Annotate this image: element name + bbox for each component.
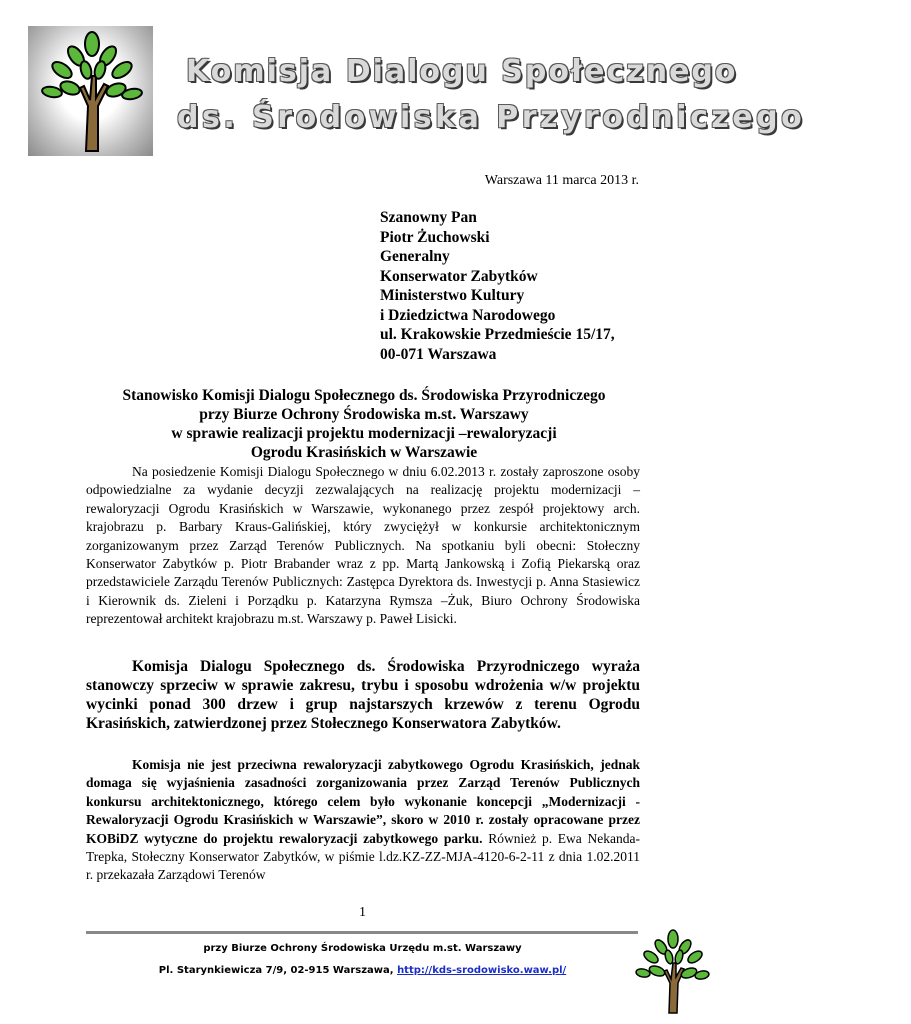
- paragraph-2: Komisja Dialogu Społecznego ds. Środowiska Przyrodniczego wyraża stanowczy sprzeciw w sprawie zakresu, trybu i sposobu wdrożenia w/w projektu wycinki ponad 300 drzew i grup najstarszych krzewów z terenu Ogrodu Krasińskich, zatwierdzonej przez Stołecznego Konserwatora Zabytków.: [86, 658, 640, 732]
- tree-logo: [28, 26, 153, 156]
- addressee-line: ul. Krakowskie Przedmieście 15/17,: [380, 326, 615, 343]
- addressee-line: Piotr Żuchowski: [380, 228, 490, 246]
- tree-icon-small: [633, 927, 711, 1015]
- tree-icon: [28, 26, 153, 156]
- heading-line: w sprawie realizacji projektu modernizacji –rewaloryzacji: [171, 425, 557, 442]
- footer-divider: [86, 931, 638, 934]
- header-title-line2: ds. Środowiska Przyrodniczego: [177, 100, 806, 135]
- addressee-line: Ministerstwo Kultury: [380, 287, 525, 304]
- document-heading: [84, 386, 644, 462]
- addressee-line: 00-071 Warszawa: [380, 345, 497, 363]
- addressee-line: Szanowny Pan: [380, 209, 477, 226]
- addressee-block: [380, 208, 615, 364]
- website-link[interactable]: http://kds-srodowisko.waw.pl/: [397, 965, 567, 976]
- paragraph-3: [86, 756, 640, 885]
- heading-line: Stanowisko Komisji Dialogu Społecznego ds. Środowiska Przyrodniczego: [122, 387, 606, 404]
- paragraph-1: Na posiedzenie Komisji Dialogu Społecznego w dniu 6.02.2013 r. zostały zaproszone osoby odpowiedzialne za wydanie decyzji zezwalających na realizację projektu modernizacji – rewaloryzacji Ogrodu Krasińskich w Warszawie, wykonanego przez zespół projektowy arch. krajobrazu p. Barbary Kraus-Galińskiej, który zwyciężył w konkursie architektonicznym zorganizowanym przez Zarząd Terenów Publicznych. Na spotkaniu byli obecni: Stołeczny Konserwator Zabytków p. Piotr Brabander wraz z pp. Martą Jankowską i Zofią Piekarską oraz przedstawiciele Zarządu Terenów Publicznych: Zastępca Dyrektora ds. Inwestycji p. Anna Stasiewicz i Kierownik ds. Zieleni i Porządku p. Katarzyna Rymsza –Żuk, Biuro Ochrony Środowiska reprezentował architekt krajobrazu m.st. Warszawy p. Paweł Lisicki.: [86, 464, 640, 627]
- addressee-line: Generalny: [380, 248, 450, 265]
- page-number: 1: [359, 905, 366, 920]
- heading-line: Ogrodu Krasińskich w Warszawie: [250, 444, 478, 461]
- footer-address: Pl. Starynkiewicza 7/9, 02-915 Warszawa,: [158, 965, 398, 976]
- heading-line: przy Biurze Ochrony Środowiska m.st. Warszawy: [199, 406, 529, 423]
- addressee-line: i Dziedzictwa Narodowego: [380, 306, 556, 324]
- paragraph-3-normal: Również p. Ewa Nekanda-Trepka, Stołeczny Konserwator Zabytków, w piśmie l.dz.KZ-ZZ-MJA-4120-6-2-11 z dnia 1.02.2011 r. przekazała Zarządowi Terenów: [86, 830, 640, 883]
- addressee-line: Konserwator Zabytków: [380, 267, 538, 285]
- footer-line2: [0, 965, 725, 976]
- letter-date: Warszawa 11 marca 2013 r.: [484, 173, 639, 188]
- footer-line1: przy Biurze Ochrony Środowiska Urzędu m.st. Warszawy: [203, 943, 522, 954]
- header-title-line1: Komisja Dialogu Społecznego: [186, 54, 738, 89]
- paragraph-3-bold: Komisja nie jest przeciwna rewaloryzacji zabytkowego Ogrodu Krasińskich, jednak domaga się wyjaśnienia zasadności zorganizowania przez Zarząd Terenów Publicznych konkursu architektonicznego, którego celem było wykonanie koncepcji „Modernizacji -Rewaloryzacji Ogrodu Krasińskich w Warszawie”, skoro w 2010 r. zostały opracowane przez KOBiDZ wytyczne do projektu rewaloryzacji zabytkowego parku.: [86, 757, 640, 846]
